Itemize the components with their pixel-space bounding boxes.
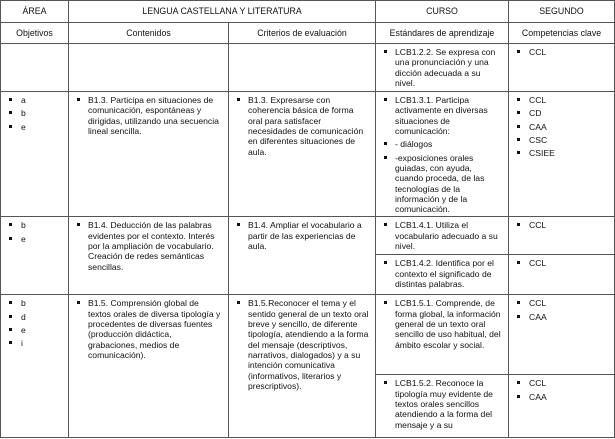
criteria-cell <box>229 295 376 438</box>
table-row <box>1 44 615 92</box>
competence-item: CSIEE <box>515 148 608 158</box>
standard-text: LCB1.4.1. Utiliza el vocabulario adecuado a su nivel. <box>382 220 502 251</box>
standard-cell <box>376 44 509 92</box>
standard-text: LCB1.5.2. Reconoce la tipología muy evidente de textos orales sencillos atendiendo a la forma del mensaje y a su <box>382 378 502 430</box>
standard-cell <box>376 255 509 295</box>
objectives-cell <box>1 217 69 295</box>
table-row <box>1 295 615 375</box>
criteria-header: Criterios de evaluación <box>229 23 376 44</box>
competence-item: CCL <box>515 378 608 388</box>
objective-item: a <box>7 95 62 105</box>
objectives-header: Objetivos <box>1 23 69 44</box>
standard-cell <box>376 295 509 375</box>
criteria-text: B1.4. Ampliar el vocabulario a partir de las experiencias de aula. <box>235 220 369 251</box>
standard-text: LCB1.2.2. Se expresa con una pronunciación y una dicción adecuada a su nivel. <box>382 47 502 88</box>
competences-cell <box>509 375 615 438</box>
criteria-cell <box>229 217 376 295</box>
competence-item: CCL <box>515 258 608 268</box>
competences-cell <box>509 295 615 375</box>
level-header: SEGUNDO <box>509 1 615 23</box>
standard-cell <box>376 92 509 217</box>
standards-header: Estándares de aprendizaje <box>376 23 509 44</box>
content-text: B1.3. Participa en situaciones de comunicación, espontáneas y dirigidas, utilizando una secuencia lineal sencilla. <box>75 95 222 136</box>
objective-item: b <box>7 298 62 308</box>
subject-header: LENGUA CASTELLANA Y LITERATURA <box>69 1 376 23</box>
competences-cell <box>509 44 615 92</box>
competences-cell <box>509 217 615 255</box>
competence-item: CAA <box>515 122 608 132</box>
competence-item: CAA <box>515 392 608 402</box>
competences-header: Competencias clave <box>509 23 615 44</box>
criteria-text: B1.3. Expresarse con coherencia básica de forma oral para satisfacer necesidades de comunicación en diferentes situaciones de aula. <box>235 95 369 157</box>
objective-item: i <box>7 338 62 348</box>
criteria-text: B1.5.Reconocer el tema y el sentido general de un texto oral breve y sencillo, de diferente tipología, atendiendo a la forma del mensaje (descriptivos, narrativos, dialogados) y a su intención comunicativa (informativos, literarios y prescriptivos). <box>235 298 369 391</box>
competence-item: CCL <box>515 47 608 57</box>
criteria-cell <box>229 92 376 217</box>
content-cell <box>69 44 229 92</box>
objectives-cell <box>1 92 69 217</box>
area-header: ÁREA <box>1 1 69 23</box>
competence-item: CD <box>515 108 608 118</box>
competence-item: CAA <box>515 312 608 322</box>
objective-item: b <box>7 108 62 118</box>
content-text: B1.4. Deducción de las palabras evidentes por el contexto. Interés por la ampliación de vocabulario. Creación de redes semánticas sencillas. <box>75 220 222 272</box>
objective-item: b <box>7 220 62 230</box>
objective-item: d <box>7 312 62 322</box>
content-cell <box>69 92 229 217</box>
objectives-cell <box>1 295 69 438</box>
contents-header: Contenidos <box>69 23 229 44</box>
competence-item: CCL <box>515 95 608 105</box>
criteria-cell <box>229 44 376 92</box>
content-cell <box>69 217 229 295</box>
course-header: CURSO <box>376 1 509 23</box>
objective-item: e <box>7 325 62 335</box>
competence-item: CCL <box>515 298 608 308</box>
table-row <box>1 217 615 255</box>
content-cell <box>69 295 229 438</box>
table-row <box>1 92 615 217</box>
objectives-cell <box>1 44 69 92</box>
objective-item: e <box>7 234 62 244</box>
competences-cell <box>509 255 615 295</box>
competence-item: CCL <box>515 220 608 230</box>
content-text: B1.5. Comprensión global de textos orales de diversa tipología y procedentes de diversas fuentes (producción didáctica, grabaciones, medios de comunicación). <box>75 298 222 360</box>
competences-cell <box>509 92 615 217</box>
objective-item: e <box>7 122 62 132</box>
standard-text: LCB1.3.1. Participa activamente en diversas situaciones de comunicación: <box>382 95 502 136</box>
competence-item: CSC <box>515 135 608 145</box>
standard-cell <box>376 375 509 438</box>
standard-subitem: - diálogos <box>382 139 502 149</box>
standard-subitem: -exposiciones orales guiadas, con ayuda, cuando proceda, de las tecnologías de la información y de la comunicación. <box>382 153 502 215</box>
standard-text: LCB1.4.2. Identifica por el contexto el significado de distintas palabras. <box>382 258 502 289</box>
standard-text: LCB1.5.1. Comprende, de forma global, la información general de un texto oral sencillo de uso habitual, del ámbito escolar y social. <box>382 298 502 350</box>
standard-cell <box>376 217 509 255</box>
